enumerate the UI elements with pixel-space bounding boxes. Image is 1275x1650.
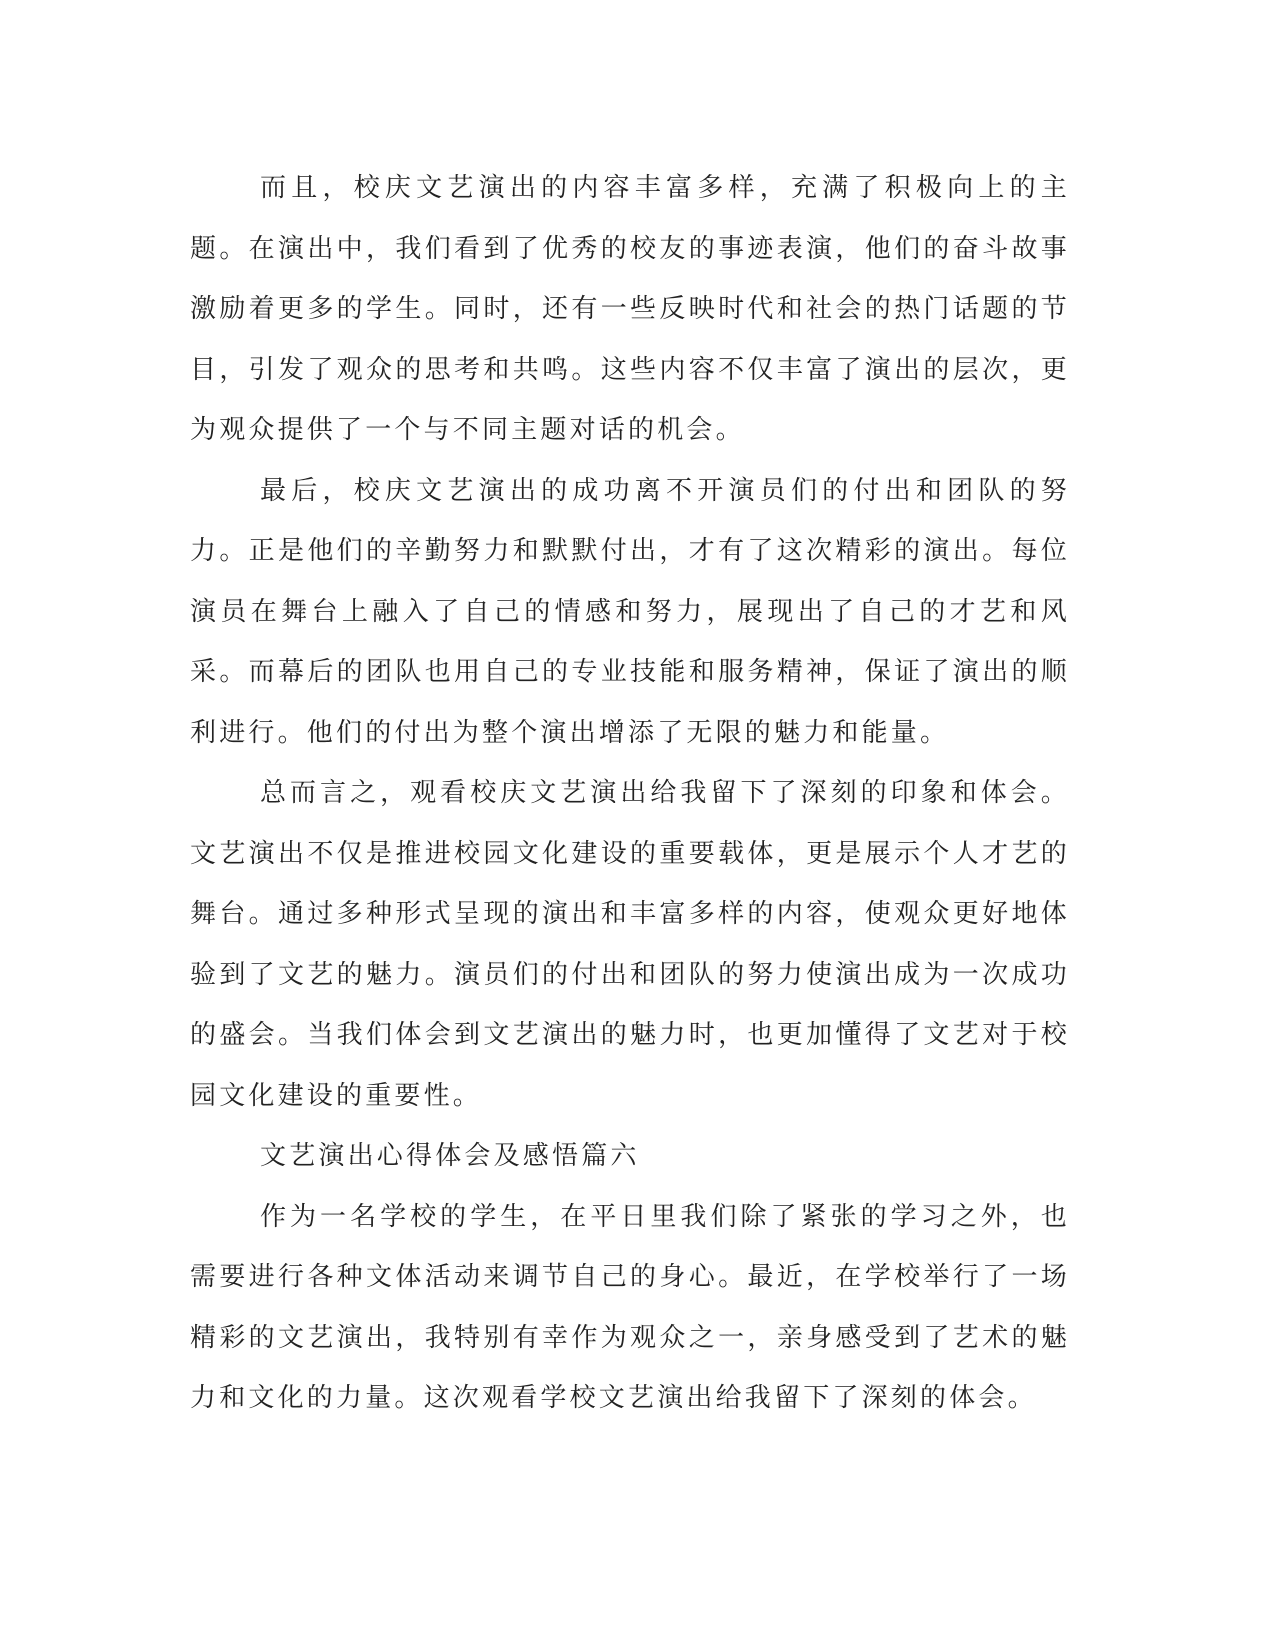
paragraph-performers-effort: 最后，校庆文艺演出的成功离不开演员们的付出和团队的努力。正是他们的辛勤努力和默默付出，才有了这次精彩的演出。每位演员在舞台上融入了自己的情感和努力，展现出了自己的才艺和风采。而幕后的团队也用自己的专业技能和服务精神，保证了演出的顺利进行。他们的付出为整个演出增添了无限的魅力和能量。 [190,475,1070,748]
paragraph-conclusion: 总而言之，观看校庆文艺演出给我留下了深刻的印象和体会。文艺演出不仅是推进校园文化建设的重要载体，更是展示个人才艺的舞台。通过多种形式呈现的演出和丰富多样的内容，使观众更好地体验到了文艺的魅力。演员们的付出和团队的努力使演出成为一次成功的盛会。当我们体会到文艺演出的魅力时，也更加懂得了文艺对于校园文化建设的重要性。 [190,778,1070,1111]
paragraph-section-six-intro: 作为一名学校的学生，在平日里我们除了紧张的学习之外，也需要进行各种文体活动来调节自己的身心。最近，在学校举行了一场精彩的文艺演出，我特别有幸作为观众之一，亲身感受到了艺术的魅力和文化的力量。这次观看学校文艺演出给我留下了深刻的体会。 [190,1201,1070,1413]
document-body [190,158,1070,1429]
section-heading: 文艺演出心得体会及感悟篇六 [260,1141,640,1171]
paragraph-performance-content: 而且，校庆文艺演出的内容丰富多样，充满了积极向上的主题。在演出中，我们看到了优秀的校友的事迹表演，他们的奋斗故事激励着更多的学生。同时，还有一些反映时代和社会的热门话题的节目，引发了观众的思考和共鸣。这些内容不仅丰富了演出的层次，更为观众提供了一个与不同主题对话的机会。 [190,173,1070,445]
